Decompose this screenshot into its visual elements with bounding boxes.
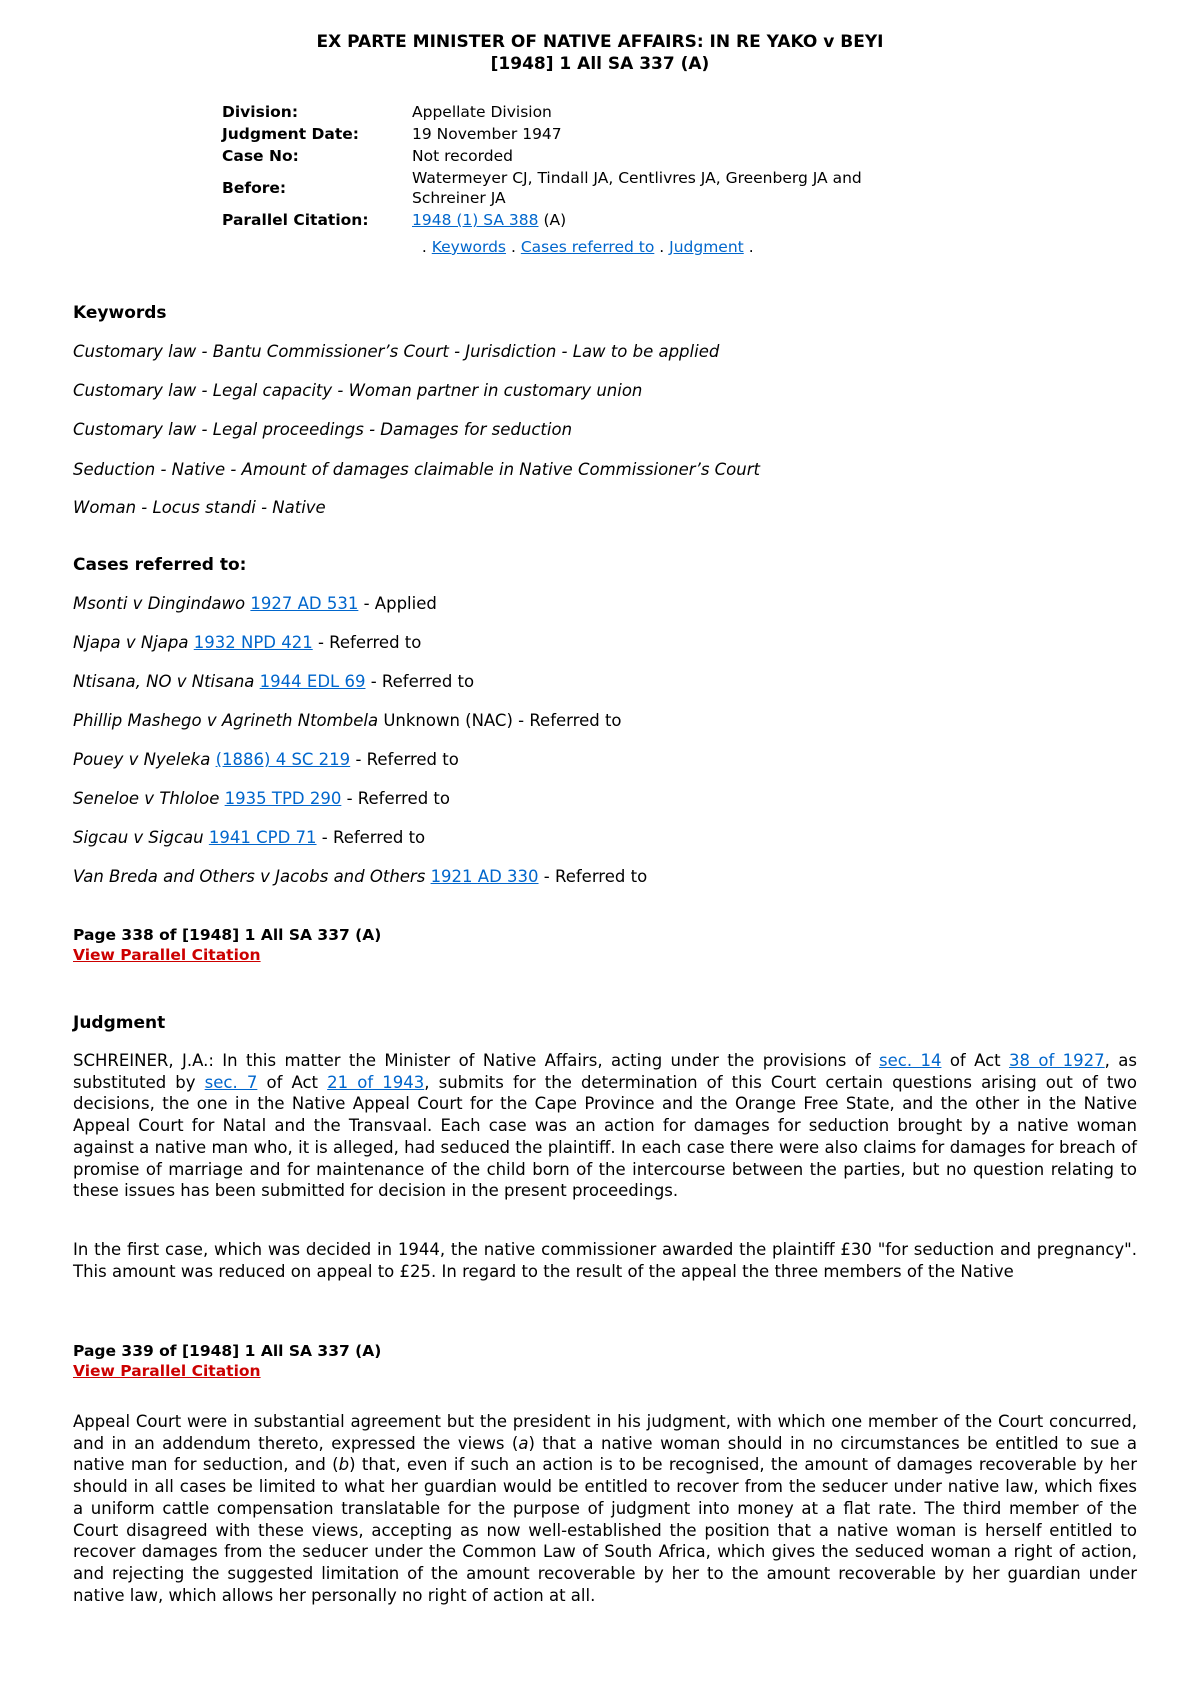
case-citation-link[interactable]: 1932 NPD 421 bbox=[193, 633, 313, 652]
nav-separator: . bbox=[510, 238, 516, 256]
case-citation: [1948] 1 All SA 337 (A) bbox=[490, 54, 710, 74]
keyword-item: Woman - Locus standi - Native bbox=[73, 498, 326, 517]
case-status: - Referred to bbox=[321, 828, 426, 847]
case-status: - Referred to bbox=[355, 750, 459, 769]
section-nav bbox=[412, 231, 932, 258]
page-header: Page 339 of [1948] 1 All SA 337 (A) bbox=[73, 1342, 382, 1360]
nav-separator: . bbox=[748, 238, 754, 256]
judgment-paragraph-1 bbox=[73, 1050, 1137, 1202]
judgment-date-value: 19 November 1947 bbox=[412, 125, 562, 143]
nav-cases-link[interactable]: Cases referred to bbox=[520, 238, 655, 256]
case-name: Van Breda and Others v Jacobs and Others bbox=[73, 867, 426, 886]
paragraph-text: of Act bbox=[257, 1072, 328, 1092]
keywords-heading: Keywords bbox=[73, 303, 167, 323]
paragraph-text: of Act bbox=[941, 1051, 1010, 1070]
paragraph-text: In the first case, which was decided in 1944, the native commissioner awarded the plaintiff £30 "for seduction and pregnancy". This amount was reduced on appeal to £25. In regard to the result of the appeal the three members of the Native bbox=[73, 1240, 1137, 1281]
cases-section bbox=[73, 555, 1137, 575]
keyword-item: Seduction - Native - Amount of damages claimable in Native Commissioner’s Court bbox=[73, 460, 760, 479]
statute-link[interactable]: sec. 14 bbox=[879, 1051, 942, 1070]
statute-link[interactable]: 38 of 1927 bbox=[1009, 1051, 1105, 1070]
before-label: Before: bbox=[222, 179, 287, 197]
nav-separator: . bbox=[421, 238, 427, 256]
nav-separator: . bbox=[659, 238, 665, 256]
case-status: - Referred to bbox=[543, 867, 648, 886]
case-citation-link[interactable]: 1927 AD 531 bbox=[250, 594, 359, 613]
page-marker-339 bbox=[73, 1341, 1137, 1380]
case-row bbox=[73, 867, 1137, 887]
paragraph-text: Appeal Court were in substantial agreement but the president in his judgment, with which one member of the Court concurred, and in an addendum thereto, expressed the views ( bbox=[73, 1412, 1137, 1453]
case-citation-link[interactable]: 1935 TPD 290 bbox=[224, 789, 342, 808]
paragraph-text: a bbox=[518, 1433, 529, 1453]
before-value: Watermeyer CJ, Tindall JA, Centlivres JA, Greenberg JA and Schreiner JA bbox=[412, 169, 862, 207]
case-name: Phillip Mashego v Agrineth Ntombela bbox=[73, 711, 379, 730]
case-title: EX PARTE MINISTER OF NATIVE AFFAIRS: IN RE YAKO v BEYI bbox=[316, 32, 884, 52]
page-marker-338 bbox=[73, 925, 1137, 964]
parallel-citation-label: Parallel Citation: bbox=[222, 211, 369, 229]
page-header: Page 338 of [1948] 1 All SA 337 (A) bbox=[73, 926, 382, 944]
view-parallel-citation-link[interactable]: View Parallel Citation bbox=[73, 1362, 261, 1380]
paragraph-text: SCHREINER, J.A.: In this matter the Minister of Native Affairs, acting under the provisions of bbox=[73, 1051, 880, 1070]
paragraph-text: ) that a native woman should in no circumstances be entitled to sue a native man for seduction, and ( bbox=[73, 1433, 1138, 1475]
case-name: Sigcau v Sigcau bbox=[73, 828, 204, 847]
case-row bbox=[73, 672, 1137, 692]
keywords-list bbox=[73, 420, 1137, 440]
case-row bbox=[73, 789, 1137, 809]
division-value: Appellate Division bbox=[412, 103, 552, 121]
judgment-paragraph-2 bbox=[73, 1239, 1137, 1282]
judgment-section bbox=[73, 1013, 1137, 1033]
case-status: - Referred to bbox=[346, 789, 450, 808]
judgment-date-label: Judgment Date: bbox=[222, 125, 359, 143]
statute-link[interactable]: sec. 7 bbox=[204, 1072, 258, 1092]
paragraph-text: b bbox=[338, 1455, 350, 1475]
case-row bbox=[73, 711, 1137, 731]
nav-judgment-link[interactable]: Judgment bbox=[669, 238, 744, 256]
parallel-citation-link[interactable]: 1948 (1) SA 388 bbox=[412, 211, 539, 229]
case-row bbox=[73, 750, 1137, 770]
case-name: Njapa v Njapa bbox=[73, 633, 189, 652]
division-label: Division: bbox=[222, 103, 299, 121]
nav-keywords-link[interactable]: Keywords bbox=[431, 238, 507, 256]
case-row bbox=[73, 828, 1137, 848]
paragraph-text: , as substituted by bbox=[73, 1051, 1137, 1092]
case-row bbox=[73, 594, 1137, 614]
case-metadata-table bbox=[222, 101, 932, 258]
title-block bbox=[0, 31, 1200, 75]
case-name: Seneloe v Thloloe bbox=[73, 789, 220, 808]
case-name: Pouey v Nyeleka bbox=[73, 750, 211, 769]
case-no-value: Not recorded bbox=[412, 147, 513, 165]
keywords-list bbox=[73, 342, 1137, 362]
paragraph-text: , submits for the determination of this Court certain questions arising out of two decisions, the one in the Native Appeal Court for the Cape Province and the Orange Free State, and the other in the Native Appeal Court for Natal and the Transvaal. Each case was an action for damages for seduction brought by a native woman against a native man who, it is alleged, had seduced the plaintiff. In each case there were also claims for damages for breach of promise of marriage and for maintenance of the child born of the intercourse between the parties, but no question relating to these issues has been submitted for decision in the present proceedings. bbox=[73, 1072, 1137, 1201]
case-row bbox=[73, 633, 1137, 653]
keyword-item: Customary law - Legal capacity - Woman partner in customary union bbox=[73, 381, 643, 400]
view-parallel-citation-link[interactable]: View Parallel Citation bbox=[73, 946, 261, 964]
case-status: - Referred to bbox=[370, 672, 475, 691]
paragraph-text: ) that, even if such an action is to be recognised, the amount of damages recoverable by her should in all cases be limited to what her guardian would be entitled to recover from the seducer under native law, which fixes a uniform cattle compensation translatable for the purpose of judgment into money at a flat rate. The third member of the Court disagreed with these views, accepting as now well-established the position that a native woman is herself entitled to recover damages from the seducer under the Common Law of South Africa, which gives the seduced woman a right of action, and rejecting the suggested limitation of the amount recoverable by her to the amount recoverable by her guardian under native law, which allows her personally no right of action at all. bbox=[73, 1455, 1137, 1605]
case-name: Ntisana, NO v Ntisana bbox=[73, 672, 255, 691]
keywords-list bbox=[73, 381, 1137, 401]
judgment-paragraph-3 bbox=[73, 1411, 1137, 1606]
keywords-section bbox=[73, 303, 1137, 323]
keyword-item: Customary law - Legal proceedings - Damages for seduction bbox=[73, 420, 573, 439]
case-status: - Applied bbox=[363, 594, 437, 613]
case-citation-link[interactable]: 1944 EDL 69 bbox=[259, 672, 366, 691]
case-citation-link[interactable]: (1886) 4 SC 219 bbox=[215, 750, 351, 769]
case-status: - Referred to bbox=[317, 633, 422, 652]
case-status: Unknown (NAC) - Referred to bbox=[383, 711, 622, 730]
case-citation-link[interactable]: 1921 AD 330 bbox=[430, 867, 539, 886]
keywords-list bbox=[73, 460, 1137, 480]
parallel-citation-value bbox=[412, 209, 932, 231]
judgment-heading: Judgment bbox=[73, 1013, 166, 1033]
keyword-item: Customary law - Bantu Commissioner’s Court - Jurisdiction - Law to be applied bbox=[73, 342, 720, 361]
case-name: Msonti v Dingindawo bbox=[73, 594, 246, 613]
statute-link[interactable]: 21 of 1943 bbox=[327, 1072, 425, 1092]
parallel-citation-suffix: (A) bbox=[543, 211, 567, 229]
case-citation-link[interactable]: 1941 CPD 71 bbox=[208, 828, 317, 847]
cases-heading: Cases referred to: bbox=[73, 555, 247, 575]
case-no-label: Case No: bbox=[222, 147, 299, 165]
keywords-list bbox=[73, 498, 1137, 518]
